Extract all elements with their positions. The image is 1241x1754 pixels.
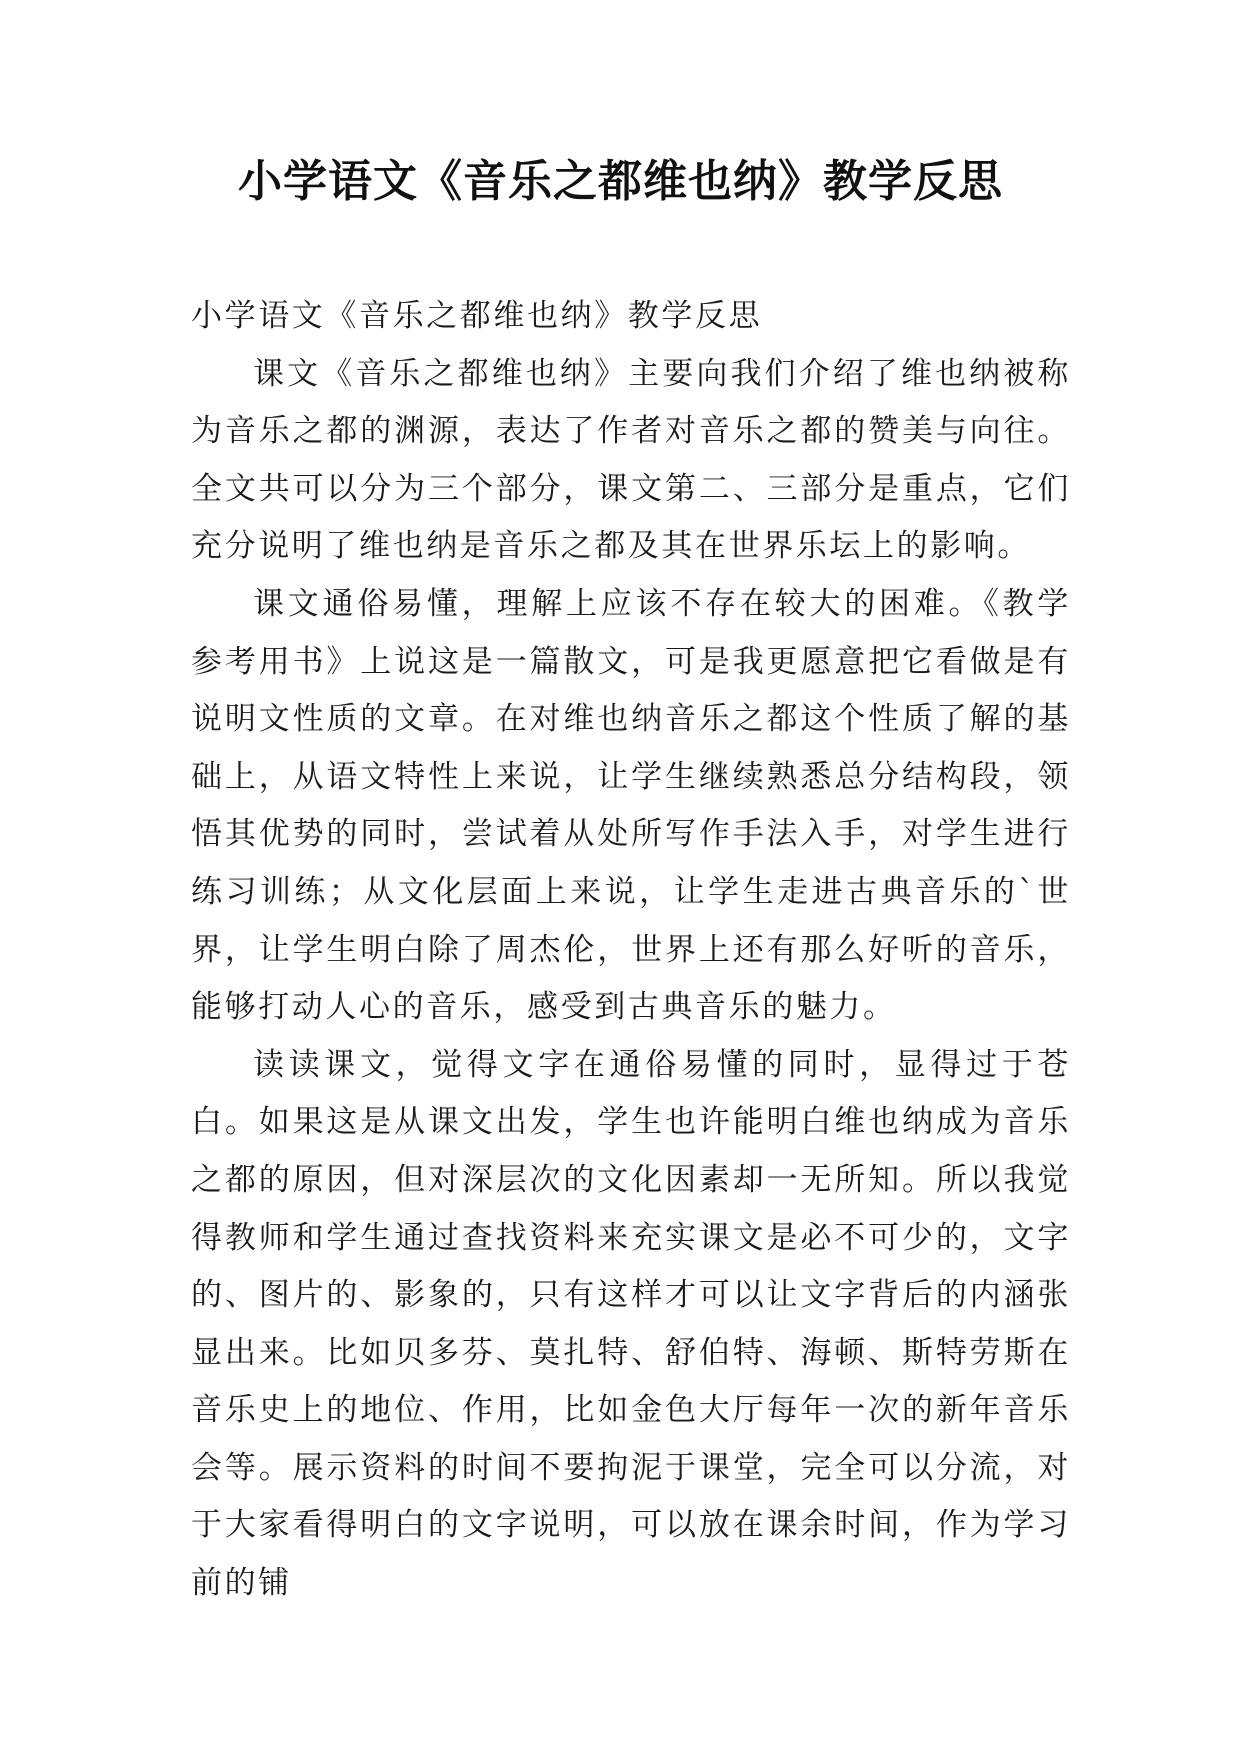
paragraph-1: 课文《音乐之都维也纳》主要向我们介绍了维也纳被称为音乐之都的渊源，表达了作者对音乐之都的赞美与向往。全文共可以分为三个部分，课文第二、三部分是重点，它们充分说明了维也纳是音乐之都及其在世界乐坛上的影响。 bbox=[191, 355, 1071, 565]
document-title: 小学语文《音乐之都维也纳》教学反思 bbox=[238, 156, 1003, 207]
paragraph-3: 读读课文，觉得文字在通俗易懂的同时，显得过于苍白。如果这是从课文出发，学生也许能明白维也纳成为音乐之都的原因，但对深层次的文化因素却一无所知。所以我觉得教师和学生通过查找资料来充实课文是必不可少的，文字的、图片的、影象的，只有这样才可以让文字背后的内涵张显出来。比如贝多芬、莫扎特、舒伯特、海顿、斯特劳斯在音乐史上的地位、作用，比如金色大厅每年一次的新年音乐会等。展示资料的时间不要拘泥于课堂，完全可以分流，对于大家看得明白的文字说明，可以放在课余时间，作为学习前的铺 bbox=[191, 1046, 1071, 1602]
paragraph-2: 课文通俗易懂，理解上应该不存在较大的困难。《教学参考用书》上说这是一篇散文，可是我更愿意把它看做是有说明文性质的文章。在对维也纳音乐之都这个性质了解的基础上，从语文特性上来说，让学生继续熟悉总分结构段，领悟其优势的同时，尝试着从处所写作手法入手，对学生进行练习训练；从文化层面上来说，让学生走进古典音乐的`世界，让学生明白除了周杰伦，世界上还有那么好听的音乐，能够打动人心的音乐，感受到古典音乐的魅力。 bbox=[191, 585, 1071, 1026]
document-body bbox=[191, 288, 1071, 1613]
document-subtitle: 小学语文《音乐之都维也纳》教学反思 bbox=[191, 298, 763, 334]
